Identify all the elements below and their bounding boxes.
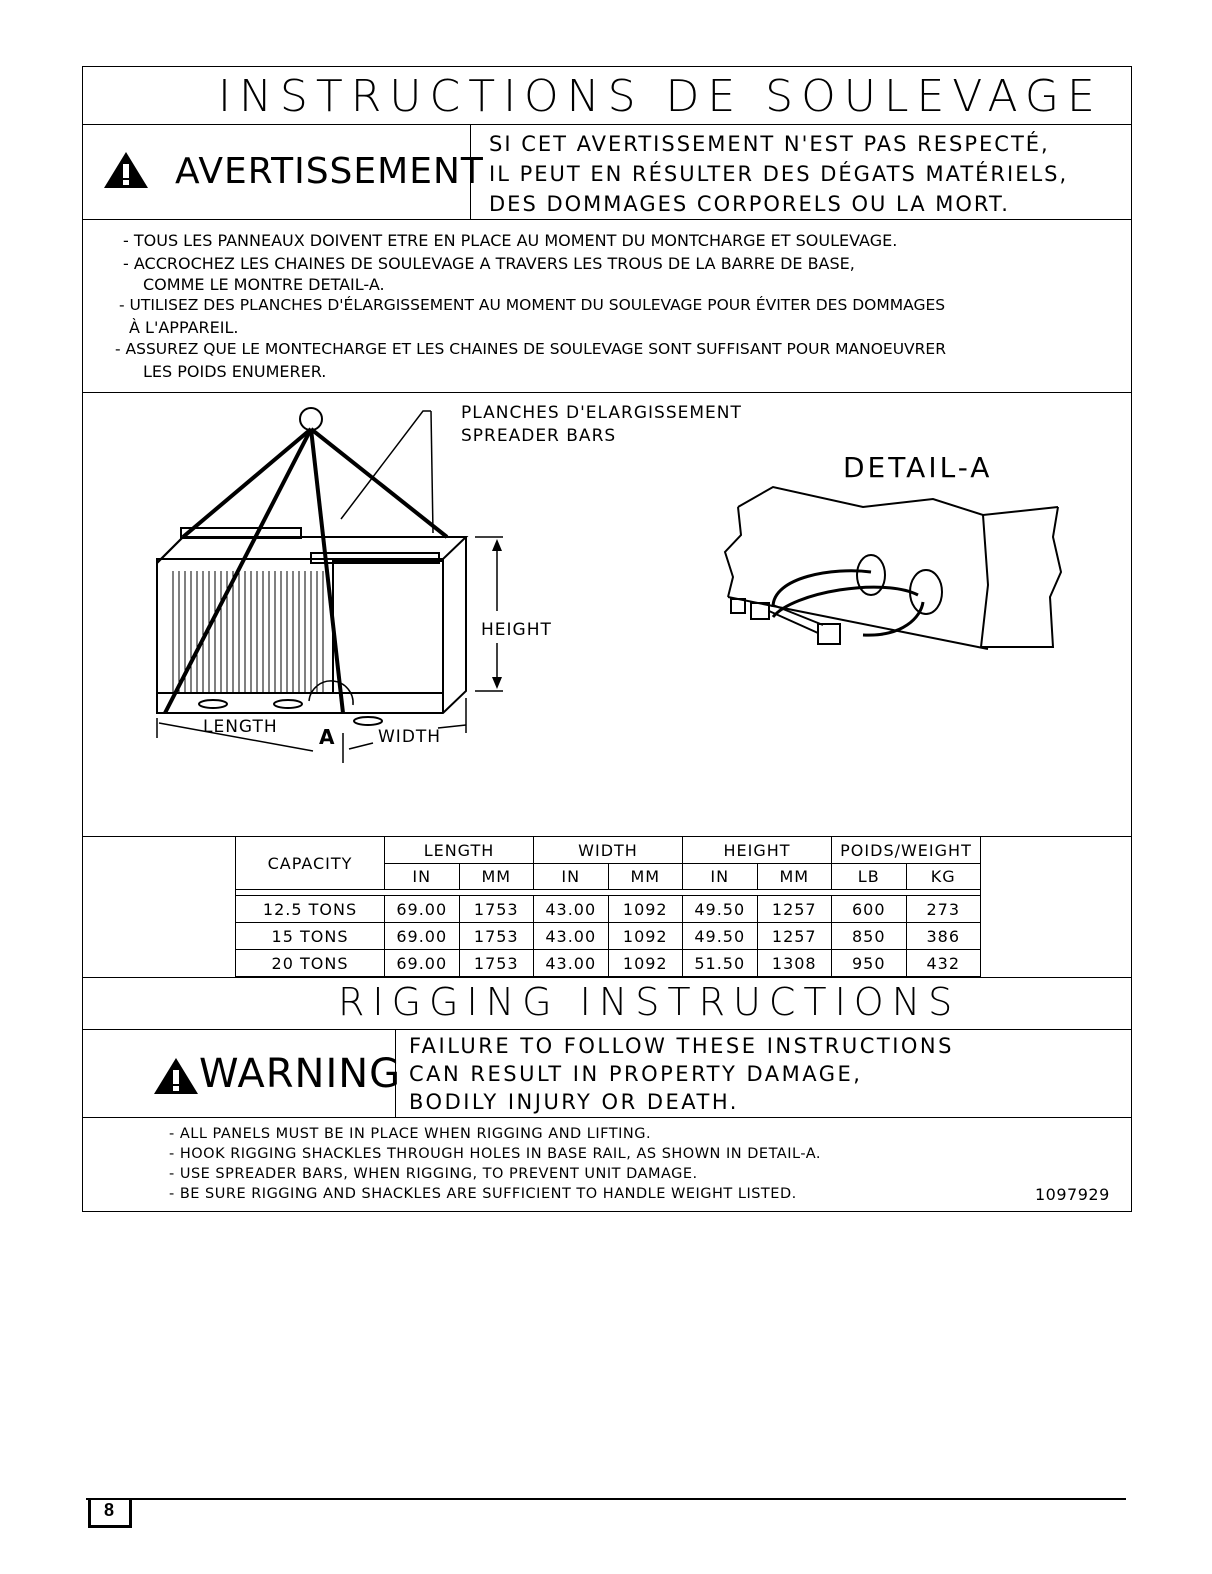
en-warning-line: FAILURE TO FOLLOW THESE INSTRUCTIONS [409,1034,954,1058]
footer-rule [86,1498,1126,1500]
fr-bullet: COMME LE MONTRE DETAIL-A. [143,275,385,294]
en-bullet: - ALL PANELS MUST BE IN PLACE WHEN RIGGING AND LIFTING. [169,1126,652,1142]
fr-bullet: - TOUS LES PANNEAUX DOIVENT ETRE EN PLACE AU MOMENT DU MONTCHARGE ET SOULEVAGE. [123,231,898,250]
rigging-instructions-frame [82,66,1132,1212]
page-number: 8 [103,1500,114,1520]
group-header: WIDTH [534,837,683,864]
table-cell: 1092 [608,923,683,950]
fr-warning-line: SI CET AVERTISSEMENT N'EST PAS RESPECTÉ, [489,132,1050,156]
table-cell: 43.00 [534,950,609,977]
table-cell: 1753 [459,950,534,977]
table-cell: 386 [906,923,981,950]
table-cell: 43.00 [534,896,609,923]
table-cell: 49.50 [683,923,758,950]
unit-header: LB [832,864,907,890]
table-cell: 1753 [459,896,534,923]
table-cell: 1257 [757,923,832,950]
fr-warning-line: DES DOMMAGES CORPORELS OU LA MORT. [489,192,1010,216]
height-label: HEIGHT [481,620,552,640]
group-header: LENGTH [385,837,534,864]
unit-header: MM [608,864,683,890]
table-cell: 69.00 [385,896,460,923]
table-cell: 1308 [757,950,832,977]
table-cell: 950 [832,950,907,977]
warning-triangle-icon [103,151,149,189]
table-cell: 1753 [459,923,534,950]
detail-a-drawing [713,477,1063,667]
warning-triangle-icon [153,1057,199,1095]
table-cell: 51.50 [683,950,758,977]
spreader-label-en: SPREADER BARS [461,426,617,446]
table-row [236,896,981,923]
table-cell: 20 TONS [236,950,385,977]
unit-header: MM [757,864,832,890]
table-cell: 49.50 [683,896,758,923]
table-cell: 69.00 [385,923,460,950]
table-cell: 850 [832,923,907,950]
divider [83,1029,1131,1030]
divider [83,1117,1131,1118]
unit-header: MM [459,864,534,890]
en-bullet: - HOOK RIGGING SHACKLES THROUGH HOLES IN BASE RAIL, AS SHOWN IN DETAIL-A. [169,1146,822,1162]
unit-header: IN [534,864,609,890]
table-row [236,923,981,950]
table-cell: 600 [832,896,907,923]
en-warning-word: WARNING [199,1051,402,1097]
detail-a-title: DETAIL-A [843,451,993,484]
spreader-label-fr: PLANCHES D'ELARGISSEMENT [461,403,742,423]
fr-bullet: - UTILISEZ DES PLANCHES D'ÉLARGISSEMENT AU MOMENT DU SOULEVAGE POUR ÉVITER DES DOMMAGES [119,296,946,314]
fr-bullet: - ASSUREZ QUE LE MONTECHARGE ET LES CHAINES DE SOULEVAGE SONT SUFFISANT POUR MANOEUVRER [115,340,946,358]
en-bullet: - BE SURE RIGGING AND SHACKLES ARE SUFFICIENT TO HANDLE WEIGHT LISTED. [169,1186,797,1202]
fr-title: INSTRUCTIONS DE SOULEVAGE [218,71,1103,122]
fr-warning-word: AVERTISSEMENT [175,151,484,192]
fr-bullet: - ACCROCHEZ LES CHAINES DE SOULEVAGE A TRAVERS LES TROUS DE LA BARRE DE BASE, [123,254,855,273]
table-cell: 432 [906,950,981,977]
fr-bullet: LES POIDS ENUMERER. [143,362,327,381]
en-title: RIGGING INSTRUCTIONS [338,980,961,1024]
capacity-header: CAPACITY [236,837,385,890]
group-header: POIDS/WEIGHT [832,837,981,864]
unit-header: IN [385,864,460,890]
unit-header: IN [683,864,758,890]
table-cell: 1257 [757,896,832,923]
en-bullet: - USE SPREADER BARS, WHEN RIGGING, TO PREVENT UNIT DAMAGE. [169,1166,698,1182]
fr-warning-line: IL PEUT EN RÉSULTER DES DÉGATS MATÉRIELS, [489,162,1069,186]
document-number: 1097929 [1035,1185,1110,1204]
unit-header: KG [906,864,981,890]
table-row [236,950,981,977]
width-label: WIDTH [378,727,442,747]
spec-table [235,836,981,977]
en-warning-line: CAN RESULT IN PROPERTY DAMAGE, [409,1062,863,1086]
divider [83,977,1131,978]
table-cell: 1092 [608,896,683,923]
divider [83,219,1131,220]
en-warning-line: BODILY INJURY OR DEATH. [409,1090,739,1114]
lifting-hook-icon [300,408,322,430]
table-cell: 273 [906,896,981,923]
table-cell: 12.5 TONS [236,896,385,923]
fr-bullet: À L'APPAREIL. [129,318,239,337]
detail-a-marker: A [319,725,336,749]
page-number-box [88,1498,132,1528]
table-cell: 15 TONS [236,923,385,950]
table-cell: 1092 [608,950,683,977]
table-cell: 69.00 [385,950,460,977]
group-header: HEIGHT [683,837,832,864]
length-label: LENGTH [203,717,278,737]
divider [83,124,1131,125]
table-cell: 43.00 [534,923,609,950]
